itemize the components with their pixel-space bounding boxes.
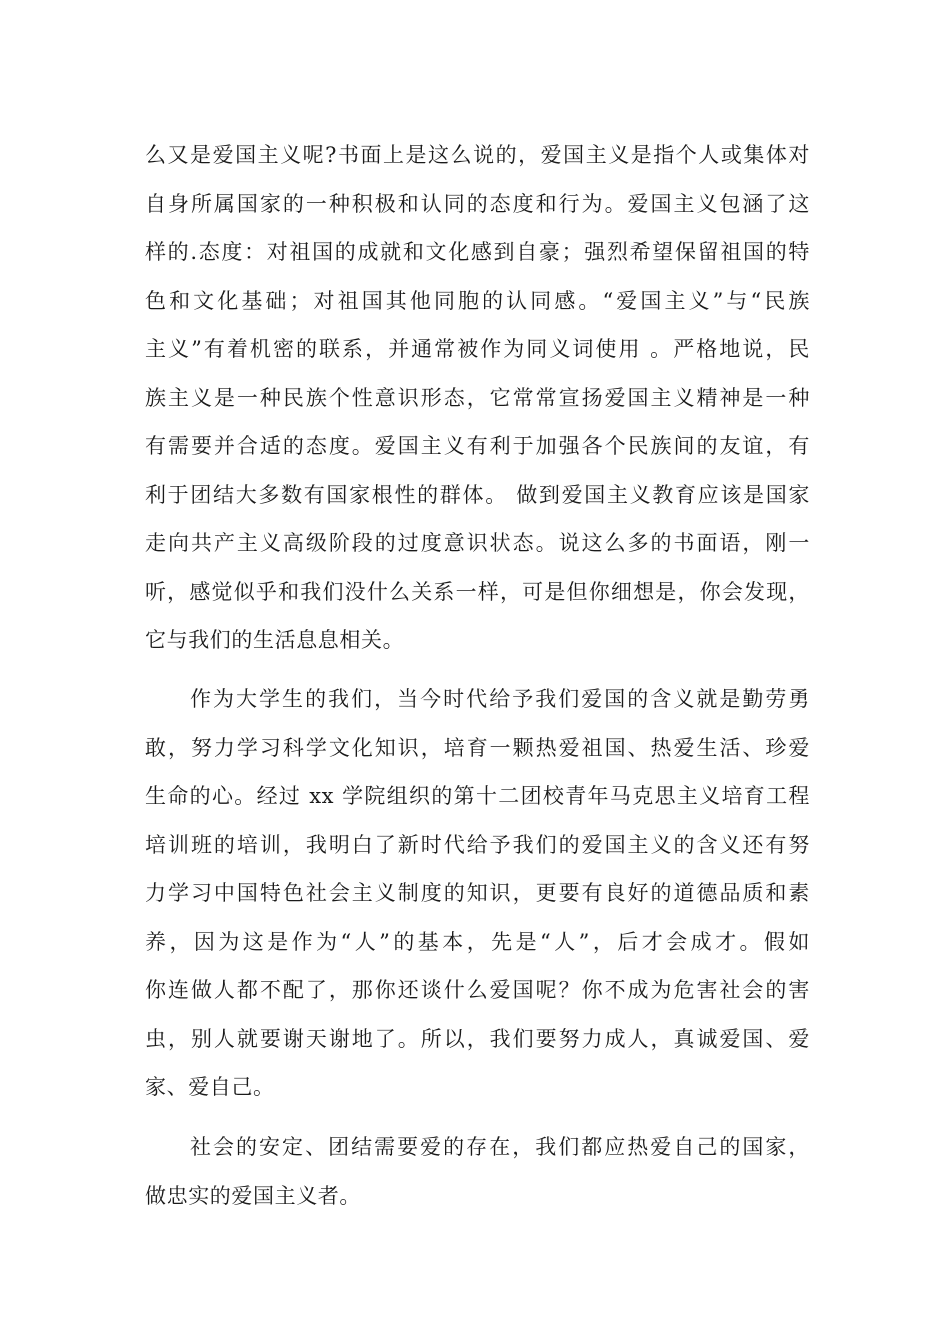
paragraph-line: 做忠实的爱国主义者。 xyxy=(145,1183,361,1208)
paragraph-line: 力学习中国特色社会主义制度的知识，更要有良好的道德品质和素 xyxy=(145,881,810,905)
paragraph-line: 社会的安定、团结需要爱的存在，我们都应热爱自己的国家， xyxy=(190,1135,810,1159)
paragraph-line: 利于团结大多数有国家根性的群体。 做到爱国主义教育应该是国家 xyxy=(145,482,810,507)
paragraph-line: 它与我们的生活息息相关。 xyxy=(145,628,405,652)
paragraph-line: 培训班的培训，我明白了新时代给予我们的爱国主义的含义还有努 xyxy=(145,832,810,857)
paragraph-line: 么又是爱国主义呢?书面上是这么说的，爱国主义是指个人或集体对 xyxy=(145,143,810,167)
paragraph-line: 生命的心。经过 xx 学院组织的第十二团校青年马克思主义培育工程 xyxy=(145,784,810,808)
paragraph-line: 自身所属国家的一种积极和认同的态度和行为。爱国主义包涵了这 xyxy=(145,191,810,216)
paragraph-line: 色和文化基础；对祖国其他同胞的认同感。“爱国主义”与“民族 xyxy=(145,288,810,313)
paragraph-line: 虫，别人就要谢天谢地了。所以，我们要努力成人，真诚爱国、爱 xyxy=(145,1026,810,1051)
paragraph-line: 敢，努力学习科学文化知识，培育一颗热爱祖国、热爱生活、珍爱 xyxy=(145,735,810,760)
paragraph-line: 样的.态度：对祖国的成就和文化感到自豪；强烈希望保留祖国的特 xyxy=(145,240,810,264)
paragraph-1 xyxy=(145,131,810,665)
paragraph-3 xyxy=(145,1123,810,1220)
paragraph-line: 养，因为这是作为“人”的基本，先是“人”，后才会成才。假如 xyxy=(145,929,810,954)
paragraph-2 xyxy=(145,675,810,1112)
paragraph-line: 家、爱自己。 xyxy=(145,1075,275,1099)
paragraph-line: 走向共产主义高级阶段的过度意识状态。说这么多的书面语，刚一 xyxy=(145,531,810,555)
paragraph-line: 听，感觉似乎和我们没什么关系一样，可是但你细想是，你会发现， xyxy=(145,579,810,604)
paragraph-line: 有需要并合适的态度。爱国主义有利于加强各个民族间的友谊，有 xyxy=(145,434,810,458)
paragraph-line: 主义”有着机密的联系，并通常被作为同义词使用 。严格地说，民 xyxy=(145,337,810,361)
paragraph-line: 你连做人都不配了，那你还谈什么爱国呢？你不成为危害社会的害 xyxy=(145,978,810,1002)
paragraph-line: 作为大学生的我们，当今时代给予我们爱国的含义就是勤劳勇 xyxy=(190,687,810,711)
paragraph-line: 族主义是一种民族个性意识形态，它常常宣扬爱国主义精神是一种 xyxy=(145,385,810,410)
